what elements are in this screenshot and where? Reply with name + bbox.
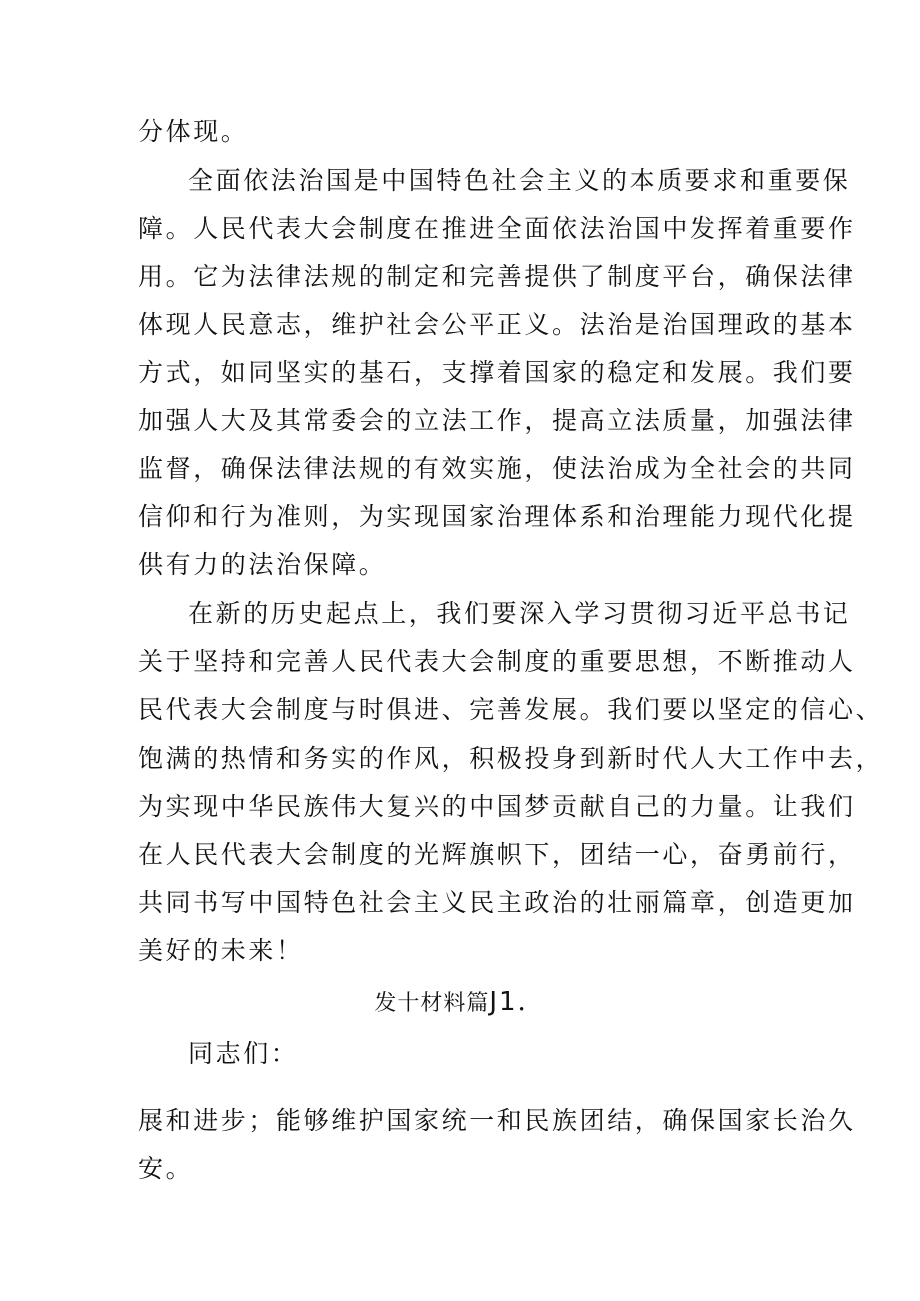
paragraph-line: 展和进步；能够维护国家统一和民族团结，确保国家长治久: [138, 1106, 856, 1135]
salutation: 同志们：: [188, 1039, 299, 1068]
paragraph-line: 美好的未来！: [138, 936, 304, 965]
section-heading-main: 发十材料篇: [374, 991, 490, 1016]
paragraph-line: 体现人民意志，维护社会公平正义。法治是治国理政的基本: [138, 310, 856, 339]
paragraph-line: 方式，如同坚实的基石，支撑着国家的稳定和发展。我们要: [138, 358, 856, 387]
paragraph-line: 在人民代表大会制度的光辉旗帜下，团结一心，奋勇前行，: [138, 840, 856, 869]
paragraph-line: 饱满的热情和务实的作风，积极投身到新时代人大工作中去，: [138, 744, 884, 773]
paragraph-line: 关于坚持和完善人民代表大会制度的重要思想，不断推动人: [138, 647, 856, 676]
paragraph-line: 为实现中华民族伟大复兴的中国梦贡献自己的力量。让我们: [138, 792, 856, 821]
paragraph-line: 全面依法治国是中国特色社会主义的本质要求和重要保: [188, 166, 851, 195]
paragraph-line: 民代表大会制度与时俱进、完善发展。我们要以坚定的信心、: [138, 695, 884, 724]
continuation-line: 分体现。: [138, 117, 249, 146]
section-heading-tail: J1．: [489, 987, 546, 1017]
paragraph-line: 用。它为法律法规的制定和完善提供了制度平台，确保法律: [138, 262, 856, 291]
paragraph-line: 监督，确保法律法规的有效实施，使法治成为全社会的共同: [138, 454, 856, 483]
section-heading: [0, 984, 920, 1020]
paragraph-line: 加强人大及其常委会的立法工作，提高立法质量，加强法律: [138, 406, 856, 435]
paragraph-line: 共同书写中国特色社会主义民主政治的壮丽篇章，创造更加: [138, 888, 856, 917]
paragraph-line: 安。: [138, 1154, 194, 1183]
paragraph-line: 障。人民代表大会制度在推进全面依法治国中发挥着重要作: [138, 214, 856, 243]
paragraph-line: 信仰和行为准则，为实现国家治理体系和治理能力现代化提: [138, 502, 856, 531]
paragraph-line: 供有力的法治保障。: [138, 550, 387, 579]
paragraph-line: 在新的历史起点上，我们要深入学习贯彻习近平总书记: [188, 599, 851, 628]
